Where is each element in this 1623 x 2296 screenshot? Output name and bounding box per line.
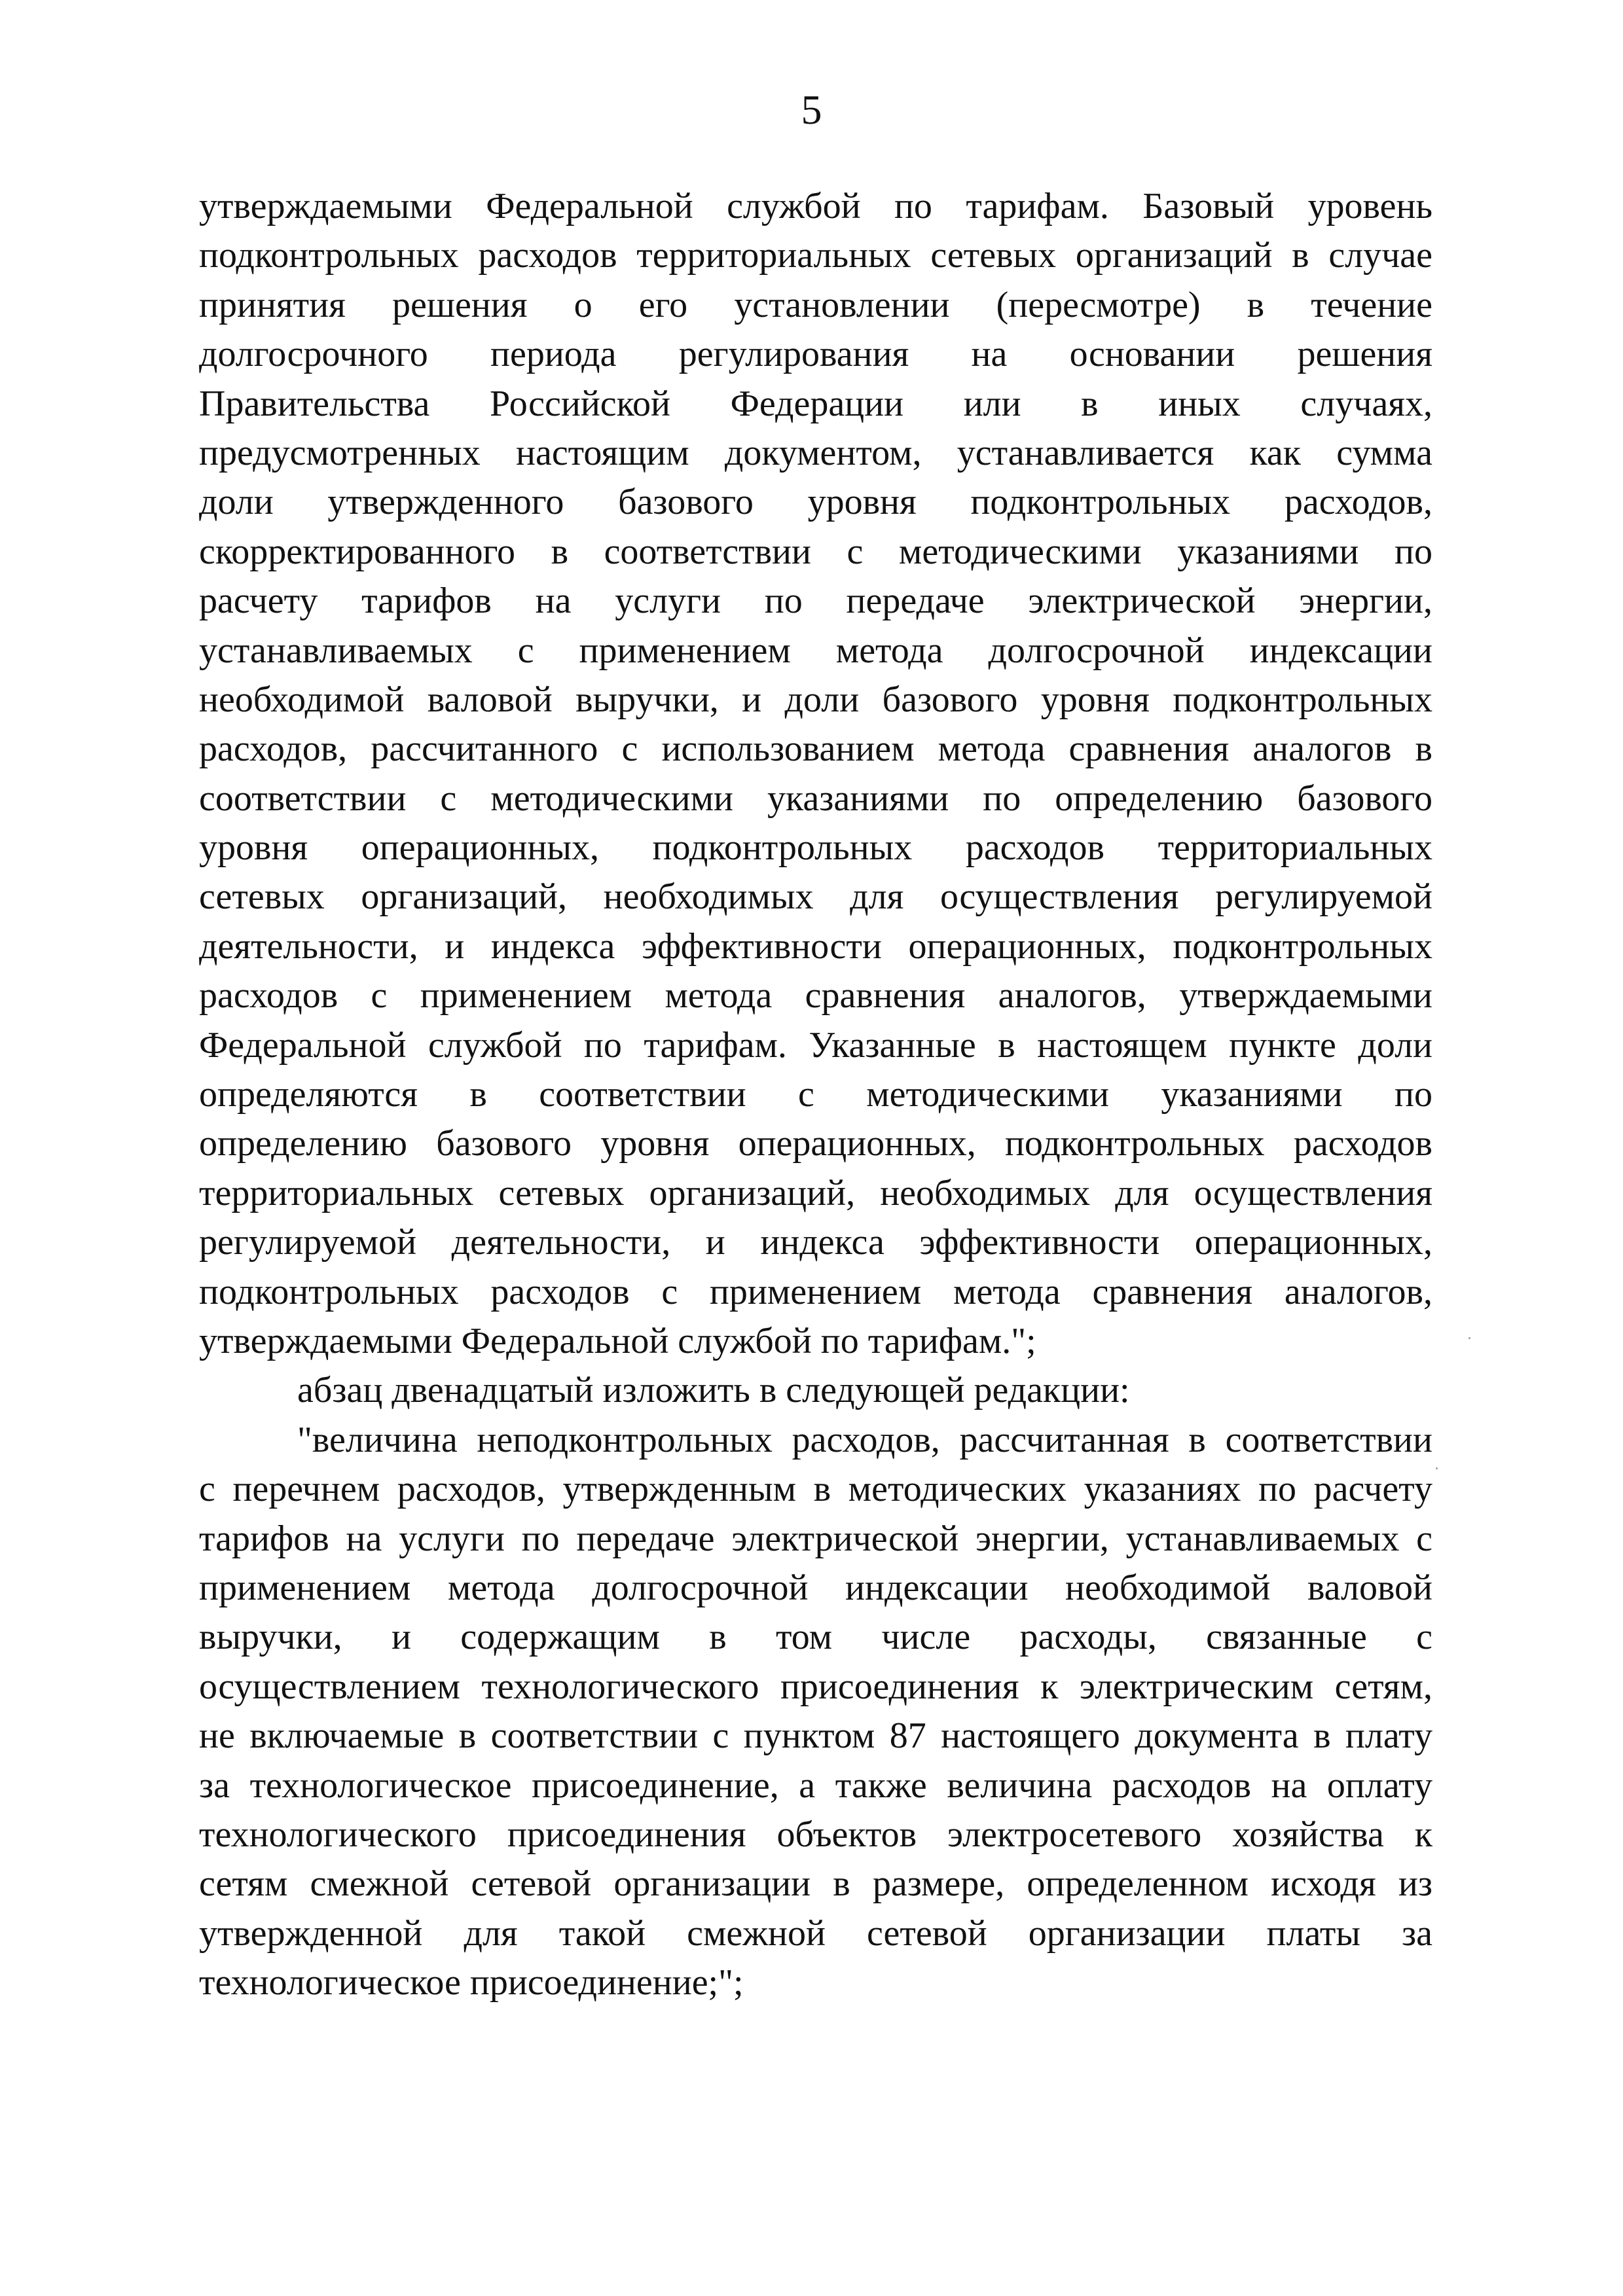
text-line: определяются в соответствии с методическими указаниями по — [199, 1074, 1432, 1115]
text-line: с перечнем расходов, утвержденным в методических указаниях по расчету — [199, 1469, 1432, 1510]
text-line: Федеральной службой по тарифам. Указанные в настоящем пункте доли — [199, 1024, 1432, 1066]
text-line: "величина неподконтрольных расходов, рассчитанная в соответствии — [297, 1419, 1432, 1460]
text-line: за технологическое присоединение, а также величина расходов на оплату — [199, 1765, 1432, 1806]
paragraph-continuation — [199, 182, 1432, 1366]
text-line: сетям смежной сетевой организации в размере, определенном исходя из — [199, 1863, 1432, 1905]
text-line: абзац двенадцатый изложить в следующей редакции: — [297, 1370, 1130, 1411]
text-line: доли утвержденного базового уровня подконтрольных расходов, — [199, 482, 1432, 523]
text-line: расходов, рассчитанного с использованием метода сравнения аналогов в — [199, 728, 1432, 770]
text-line: подконтрольных расходов территориальных сетевых организаций в случае — [199, 235, 1432, 276]
text-line: расчету тарифов на услуги по передаче электрической энергии, — [199, 581, 1432, 622]
paragraph-instruction — [199, 1366, 1432, 1415]
text-line: сетевых организаций, необходимых для осуществления регулируемой — [199, 876, 1432, 918]
text-line: утверждаемыми Федеральной службой по тарифам. Базовый уровень — [199, 186, 1432, 226]
text-line: деятельности, и индекса эффективности операционных, подконтрольных — [199, 925, 1432, 967]
paragraph-new-text — [199, 1416, 1432, 2008]
text-line: предусмотренных настоящим документом, устанавливается как сумма — [199, 432, 1432, 473]
document-body — [199, 182, 1432, 2007]
text-line: уровня операционных, подконтрольных расходов территориальных — [199, 827, 1432, 869]
text-line: необходимой валовой выручки, и доли базового уровня подконтрольных — [199, 679, 1432, 720]
text-line: тарифов на услуги по передаче электрической энергии, устанавливаемых с — [199, 1518, 1432, 1559]
text-line: скорректированного в соответствии с методическими указаниями по — [199, 531, 1432, 572]
text-line: утвержденной для такой смежной сетевой организации платы за — [199, 1912, 1432, 1954]
page-number: 5 — [801, 86, 822, 133]
text-line: технологическое присоединение;"; — [199, 1962, 744, 2003]
text-line: регулируемой деятельности, и индекса эффективности операционных, — [199, 1222, 1432, 1263]
text-line: соответствии с методическими указаниями по определению базового — [199, 778, 1432, 819]
text-line: утверждаемыми Федеральной службой по тарифам."; — [199, 1320, 1036, 1361]
text-line: осуществлением технологического присоединения к электрическим сетям, — [199, 1666, 1432, 1707]
text-line: расходов с применением метода сравнения аналогов, утверждаемыми — [199, 975, 1432, 1016]
text-line: территориальных сетевых организаций, необходимых для осуществления — [199, 1172, 1432, 1213]
text-line: принятия решения о его установлении (пересмотре) в течение — [199, 284, 1432, 325]
scan-artifact — [1468, 1337, 1470, 1339]
scan-artifact — [1436, 1467, 1438, 1469]
text-line: Правительства Российской Федерации или в иных случаях, — [199, 383, 1432, 424]
text-line: применением метода долгосрочной индексации необходимой валовой — [199, 1567, 1432, 1608]
text-line: определению базового уровня операционных, подконтрольных расходов — [199, 1123, 1432, 1164]
text-line: подконтрольных расходов с применением метода сравнения аналогов, — [199, 1271, 1432, 1312]
text-line: долгосрочного периода регулирования на основании решения — [199, 334, 1432, 375]
text-line: устанавливаемых с применением метода долгосрочной индексации — [199, 630, 1432, 671]
text-line: технологического присоединения объектов электросетевого хозяйства к — [199, 1814, 1432, 1855]
text-line: выручки, и содержащим в том числе расходы, связанные с — [199, 1617, 1432, 1658]
text-line: не включаемые в соответствии с пунктом 87 настоящего документа в плату — [199, 1715, 1432, 1757]
